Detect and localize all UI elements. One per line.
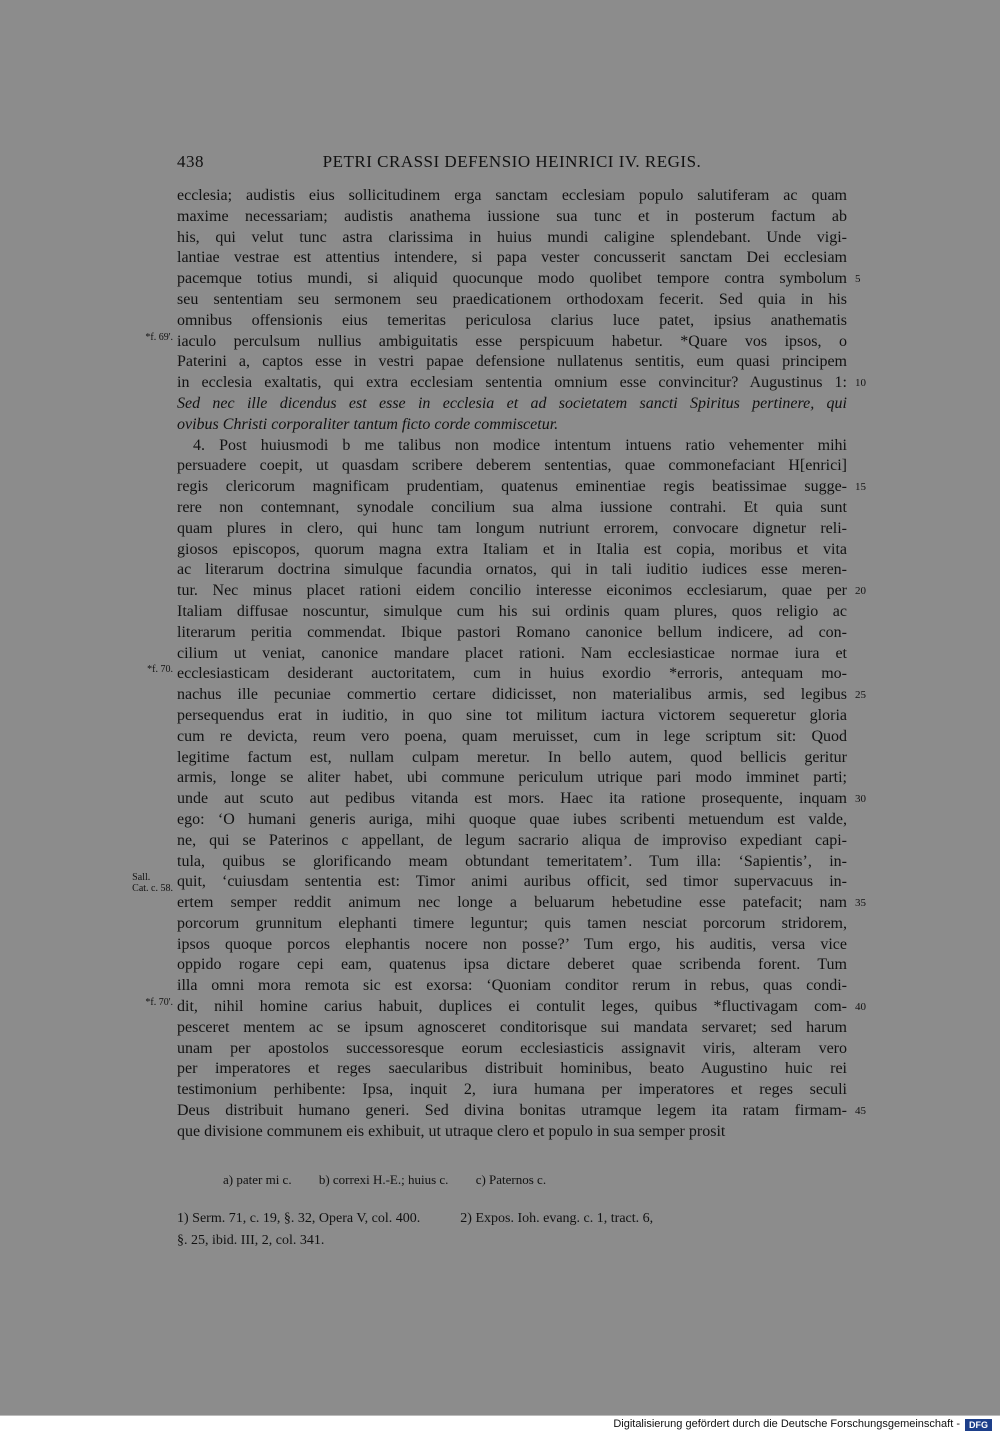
text-line [177, 456, 847, 477]
line-text: quit, ‘cuiusdam sententia est: Timor animi auribus officit, sed timor supervacuus in- [177, 873, 847, 891]
line-text: oppido rogare cepi eam, quatenus ipsa dictare deberet quae scribenda forent. Tum [177, 956, 847, 974]
text-line [177, 560, 847, 581]
text-line [177, 810, 847, 831]
line-text: illa omni mora remota sic est exorsa: ‘Quoniam conditor rerum in rebus, quas condi- [177, 977, 847, 995]
text-line [145, 997, 866, 1018]
footnote-a: a) pater mi c. [223, 1172, 292, 1187]
text-line [177, 498, 847, 519]
margin-note: *f. 70'. [145, 997, 173, 1009]
line-text: regis clericorum magnificam prudentiam, quatenus eminentiae regis beatissimae sugge- [177, 478, 847, 496]
line-text: ovibus Christi corporaliter tantum ficto corde commiscetur. [177, 415, 559, 433]
line-number: 35 [855, 897, 866, 910]
line-number: 45 [855, 1105, 866, 1118]
text-line [177, 186, 847, 207]
line-text: Deus distribuit humano generi. Sed divina bonitas utramque legem ita ratam firmam- [177, 1102, 847, 1120]
text-line [177, 436, 847, 457]
line-text: rere non contemnant, synodale concilium sua alma iussione contrahi. Et quia sunt [177, 498, 847, 516]
line-text: ecclesiasticam desiderant auctoritatem, cum in huius exordio *erroris, antequam mo- [177, 665, 847, 683]
text-line [177, 290, 847, 311]
text-line [177, 1101, 866, 1122]
line-text: armis, longe se aliter habet, ubi commune periculum utrique pari modo imminet parti; [177, 769, 847, 787]
line-text: ego: ‘O humani generis auriga, mihi quoque quae iubes scribenti metuendum est valde, [177, 810, 847, 828]
line-text: pacemque totius mundi, si aliquid quocunque modo quolibet tempore contra symbolum [177, 270, 847, 288]
page-number: 438 [177, 152, 204, 171]
line-text: pesceret mentem ac se ipsum agnosceret conditorisque sui mandata servaret; sed harum [177, 1018, 847, 1036]
source-footnote-continuation: §. 25, ibid. III, 2, col. 341. [177, 1233, 325, 1248]
footer-bar [0, 1415, 1000, 1435]
text-line [177, 269, 861, 290]
margin-note: Sall. Cat. c. 58. [132, 872, 173, 895]
text-line [147, 664, 847, 685]
line-text: literarum peritia commendat. Ibique pastori Romano canonice bellum indicere, ad con- [177, 623, 847, 641]
line-number: 15 [855, 481, 866, 494]
margin-note: *f. 69'. [145, 331, 173, 343]
line-text: in ecclesia exaltatis, qui extra ecclesiam sententia omnium esse convincitur? Augustinus 1: [177, 374, 847, 392]
line-text: ipsos quoque porcos elephantis nocere non posse?’ Tum ergo, his auditis, versa vice [177, 935, 847, 953]
text-line [177, 1039, 847, 1060]
line-number: 30 [855, 793, 866, 806]
line-text: unde aut scuto aut pedibus vitanda est mors. Haec ita ratione prosequente, inquam [177, 790, 847, 808]
source-footnotes [177, 1208, 845, 1252]
page-header [177, 152, 847, 178]
line-text: giosos episcopos, quorum magna extra Italiam et in Italia est copia, moribus et vita [177, 540, 847, 558]
text-line [177, 644, 847, 665]
funding-credit: Digitalisierung gefördert durch die Deutsche Forschungsgemeinschaft - [613, 1418, 960, 1430]
line-text: Italiam diffusae noscuntur, simulque cum his sui ordinis quam plures, quos religio ac [177, 602, 847, 620]
text-line [177, 831, 847, 852]
line-text: per imperatores et reges saecularibus distribuit hominibus, beato Augustino huic rei [177, 1060, 847, 1078]
text-line [177, 248, 847, 269]
text-line [177, 914, 847, 935]
line-text: cilium ut veniat, canonice mandare placet rationi. Nam ecclesiasticae normae iura et [177, 644, 847, 662]
text-line [177, 1122, 847, 1143]
text-line [177, 311, 847, 332]
line-number: 40 [855, 1001, 866, 1014]
text-line [177, 373, 866, 394]
line-text: legitime factum est, nullam culpam meretur. In bello autem, quod bellicis geritur [177, 748, 847, 766]
line-number: 5 [855, 273, 861, 286]
line-number: 25 [855, 689, 866, 702]
text-line [177, 519, 847, 540]
line-text: ac literarum doctrina simulque facundia ornatos, qui in tali iuditio iudices esse meren- [177, 561, 847, 579]
line-text: seu sententiam seu sermonem seu praedicationem orthodoxam fecerit. Sed quia in his [177, 290, 847, 308]
line-text: ne, qui se Paterinos c appellant, de legum sacrario aliqua de improviso expediant capi- [177, 831, 847, 849]
line-text: porcorum grunnitum elephanti timere leguntur; quis tamen nesciat porcorum stridorem, [177, 914, 847, 932]
text-line [145, 331, 847, 353]
line-text: Sed nec ille dicendus est esse in ecclesia et ad societatem sancti Spiritus pertinere, qui [177, 394, 847, 412]
text-line [177, 748, 847, 769]
text-line [177, 955, 847, 976]
text-line [177, 768, 847, 789]
line-text: tur. Nec minus placet rationi eidem concilio interesse eiconimos ecclesiarum, quae per [177, 582, 847, 600]
source-footnote-2: 2) Expos. Ioh. evang. c. 1, tract. 6, [460, 1211, 654, 1226]
text-line [177, 415, 847, 436]
line-text: omnibus offensionis eius temeritas periculosa clarius luce patet, ipsius anathematis [177, 311, 847, 329]
text-line [177, 1059, 847, 1080]
line-text: his, qui velut tunc astra clarissima in huius mundi caligine splendebant. Unde vigi- [177, 228, 847, 246]
line-text: dit, nihil homine carius habuit, duplices ei contulit leges, quibus *fluctivagam com- [177, 998, 847, 1016]
text-line [177, 477, 866, 498]
text-line [177, 706, 847, 727]
text-line [177, 1080, 847, 1101]
text-line [177, 228, 847, 249]
line-text: Paterini a, captos esse in vestri papae defensione nullatenus sentitis, eum quasi principem [177, 353, 847, 371]
text-line [177, 602, 847, 623]
text-line [177, 893, 866, 914]
text-line [177, 581, 866, 602]
text-line [177, 685, 866, 706]
line-number: 20 [855, 585, 866, 598]
line-text: persequendus erat in iuditio, in quo sine tot militum iactura victorem sequeretur gloria [177, 706, 847, 724]
text-line [177, 852, 847, 873]
text-line [177, 1018, 847, 1039]
line-text: tula, quibus se glorificando meam obtundant temeritatem’. Tum illa: ‘Sapientis’, in- [177, 852, 847, 870]
line-text: iaculo perculsum nullius ambiguitatis esse perspicuum habetur. *Quare vos ipsos, o [177, 332, 847, 350]
running-title: PETRI CRASSI DEFENSIO HEINRICI IV. REGIS. [322, 152, 702, 171]
line-text: cum re devicta, reum vero poena, quam meruisset, cum in lege scriptum sit: Quod [177, 727, 847, 745]
text-line [177, 394, 847, 415]
text-line [177, 935, 847, 956]
line-number: 10 [855, 377, 866, 390]
line-text: unam per apostolos successoresque eorum ecclesiasticis assignavit viris, alteram vero [177, 1039, 847, 1057]
line-text: quam plures in clero, qui hunc tam longum nutriunt errorem, convocare dignetur reli- [177, 519, 847, 537]
text-line [177, 789, 866, 810]
textual-footnotes [223, 1172, 570, 1188]
text-line [177, 623, 847, 644]
dfg-logo: DFG [965, 1419, 992, 1431]
margin-note: *f. 70. [147, 664, 173, 676]
source-footnote-1: 1) Serm. 71, c. 19, §. 32, Opera V, col. 400. [177, 1211, 421, 1226]
line-text: que divisione communem eis exhibuit, ut utraque clero et populo in sua semper prosit [177, 1122, 726, 1140]
main-text [132, 186, 866, 1143]
line-text: 4. Post huiusmodi b me talibus non modice intentum intuens ratio vehementer mihi [193, 436, 847, 454]
line-text: persuadere coepit, ut quasdam scribere deberem sententias, quae commonefaciant H[enrici] [177, 457, 847, 475]
text-line [177, 727, 847, 748]
text-line [177, 352, 847, 373]
text-line [177, 207, 847, 228]
line-text: testimonium perhibente: Ipsa, inquit 2, iura humana per imperatores et reges seculi [177, 1081, 847, 1099]
line-text: ecclesia; audistis eius sollicitudinem erga sanctam ecclesiam populo salutiferam ac quam [177, 187, 847, 204]
footnote-c: c) Paternos c. [475, 1172, 547, 1187]
text-line [132, 872, 847, 895]
line-text: lantiae vestrae est attentius intendere, si papa vester concusserit sanctam Dei ecclesiam [177, 249, 847, 267]
text-line [177, 976, 847, 997]
line-text: maxime necessariam; audistis anathema iussione sua tunc et in posterum factum ab [177, 207, 847, 225]
source-footnote-line [177, 1208, 845, 1230]
line-text: nachus ille pecuniae commertio certare didicisset, non materialibus armis, sed legibus [177, 686, 847, 704]
text-line [177, 540, 847, 561]
footnote-b: b) correxi H.-E.; huius c. [318, 1172, 449, 1187]
line-text: ertem semper reddit animum nec longe a beluarum hebetudine esse patefacit; nam [177, 894, 847, 912]
